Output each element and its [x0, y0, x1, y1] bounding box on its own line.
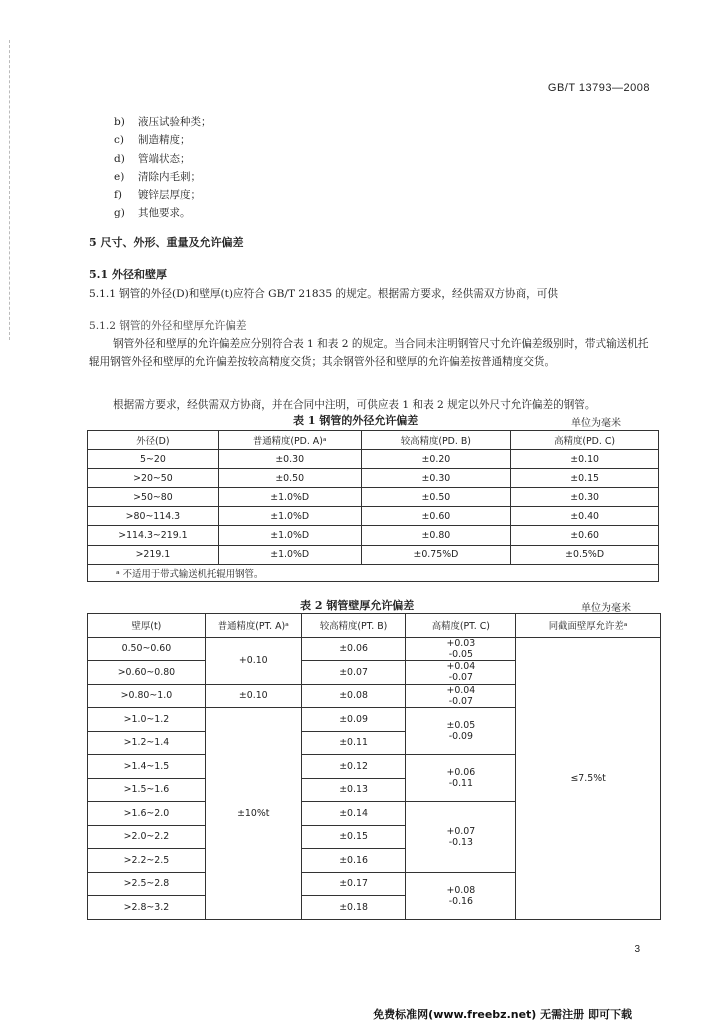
- table-cell: >20~50: [88, 469, 219, 488]
- table-header-cell: 高精度(PD. C): [511, 431, 659, 450]
- paragraph: 5.1.1 钢管的外径(D)和壁厚(t)应符合 GB/T 21835 的规定。根据需方要求，经供需双方协商，可供: [89, 288, 558, 300]
- table-cell: >1.6~2.0: [88, 802, 206, 826]
- list-item: d) 管端状态；: [114, 152, 191, 165]
- table-header-row: [88, 614, 661, 638]
- list-item: e) 清除内毛刺；: [114, 170, 201, 183]
- table-header-cell: 高精度(PT. C): [406, 614, 516, 638]
- table-row: [88, 507, 659, 526]
- table-row: [88, 450, 659, 469]
- table-cell: ±10%t: [205, 708, 301, 920]
- table-cell: ±0.05 -0.09: [406, 708, 516, 755]
- table-cell: ±0.10: [205, 684, 301, 708]
- table-cell: +0.03 -0.05: [406, 637, 516, 661]
- table-cell: 5~20: [88, 450, 219, 469]
- table-cell: >219.1: [88, 545, 219, 564]
- table-cell: ±0.12: [301, 755, 406, 779]
- table-cell: ±0.11: [301, 731, 406, 755]
- table-cell: ±0.60: [511, 526, 659, 545]
- table-cell: ±1.0%D: [218, 526, 361, 545]
- table-cell: >2.2~2.5: [88, 849, 206, 873]
- table-row: [88, 469, 659, 488]
- table-cell: ±0.16: [301, 849, 406, 873]
- table-cell: ±1.0%D: [218, 488, 361, 507]
- table-cell: 0.50~0.60: [88, 637, 206, 661]
- table-cell: ±0.17: [301, 872, 406, 896]
- cropped-line: 5.1.2 钢管的外径和壁厚允许偏差: [89, 320, 247, 332]
- table-cell: ±0.75%D: [361, 545, 511, 564]
- list-item: g) 其他要求。: [114, 207, 191, 220]
- table-header-row: [88, 431, 659, 450]
- table-cell: ≤7.5%t: [516, 637, 661, 919]
- table-cell: >2.0~2.2: [88, 825, 206, 849]
- table-cell: >1.0~1.2: [88, 708, 206, 732]
- table-cell: ±0.09: [301, 708, 406, 732]
- standard-code: GB/T 13793—2008: [547, 82, 650, 94]
- table-cell: ±0.06: [301, 637, 406, 661]
- table-header-cell: 普通精度(PT. A)ᵃ: [205, 614, 301, 638]
- table-cell: ±0.08: [301, 684, 406, 708]
- table2-caption: 表 2 钢管壁厚允许偏差: [300, 599, 415, 612]
- table-footnote: ᵃ 不适用于带式输送机托辊用钢管。: [88, 564, 659, 581]
- table-cell: ±0.40: [511, 507, 659, 526]
- outer-diameter-tolerance-table: [87, 430, 659, 582]
- table-cell: ±0.50: [218, 469, 361, 488]
- table1-unit: 单位为毫米: [571, 418, 621, 429]
- table-cell: >80~114.3: [88, 507, 219, 526]
- table-cell: ±0.13: [301, 778, 406, 802]
- table-cell: ±0.80: [361, 526, 511, 545]
- requirements-list: [114, 113, 212, 223]
- table-cell: +0.08 -0.16: [406, 872, 516, 919]
- table-cell: >0.60~0.80: [88, 661, 206, 685]
- table-cell: >2.8~3.2: [88, 896, 206, 920]
- paragraph: 钢管外径和壁厚的允许偏差应分别符合表 1 和表 2 的规定。当合同未注明钢管尺寸允许偏差级别时，带式输送机托辊用钢管外径和壁厚的允许偏差按较高精度交货；其余钢管外径和壁厚的允许偏差按普通精度交货。: [89, 338, 649, 368]
- page-number: 3: [634, 944, 640, 955]
- section-heading: 5 尺寸、外形、重量及允许偏差: [89, 236, 244, 249]
- table-cell: ±0.30: [511, 488, 659, 507]
- table-cell: >1.5~1.6: [88, 778, 206, 802]
- table-cell: >1.2~1.4: [88, 731, 206, 755]
- paragraph: 根据需方要求，经供需双方协商，并在合同中注明，可供应表 1 和表 2 规定以外尺寸允许偏差的钢管。: [113, 399, 596, 411]
- table-row: [88, 637, 661, 661]
- table-cell: ±0.30: [218, 450, 361, 469]
- subsection-heading: 5.1 外径和壁厚: [89, 268, 167, 281]
- table-cell: >50~80: [88, 488, 219, 507]
- table-cell: ±0.30: [361, 469, 511, 488]
- table-cell: ±1.0%D: [218, 545, 361, 564]
- table-cell: ±0.15: [301, 825, 406, 849]
- table-header-cell: 较高精度(PD. B): [361, 431, 511, 450]
- table-header-cell: 较高精度(PT. B): [301, 614, 406, 638]
- table-row: [88, 526, 659, 545]
- table-cell: ±0.50: [361, 488, 511, 507]
- table-cell: +0.06 -0.11: [406, 755, 516, 802]
- table-cell: >0.80~1.0: [88, 684, 206, 708]
- table-cell: +0.04 -0.07: [406, 661, 516, 685]
- table-header-cell: 普通精度(PD. A)ᵃ: [218, 431, 361, 450]
- table-header-cell: 外径(D): [88, 431, 219, 450]
- table-header-cell: 壁厚(t): [88, 614, 206, 638]
- footer-watermark: 免费标准网(www.freebz.net) 无需注册 即可下载: [373, 1008, 632, 1021]
- table-cell: ±0.5%D: [511, 545, 659, 564]
- table-header-cell: 同截面壁厚允许差ᵃ: [516, 614, 661, 638]
- list-item: b) 液压试验种类；: [114, 116, 212, 128]
- table-cell: ±0.10: [511, 450, 659, 469]
- table-cell: ±0.18: [301, 896, 406, 920]
- list-item: f) 镀锌层厚度；: [114, 189, 201, 202]
- table-cell: ±0.14: [301, 802, 406, 826]
- list-item: c) 制造精度；: [114, 134, 191, 147]
- table-cell: ±0.20: [361, 450, 511, 469]
- table-cell: +0.07 -0.13: [406, 802, 516, 873]
- table1-caption: 表 1 钢管的外径允许偏差: [293, 414, 419, 427]
- table-cell: >114.3~219.1: [88, 526, 219, 545]
- table-cell: ±0.15: [511, 469, 659, 488]
- table-row: [88, 488, 659, 507]
- table-row: [88, 545, 659, 564]
- table-cell: >2.5~2.8: [88, 872, 206, 896]
- table-cell: ±1.0%D: [218, 507, 361, 526]
- table-cell: +0.10: [205, 637, 301, 684]
- table2-unit: 单位为毫米: [581, 603, 631, 614]
- table-footnote-row: [88, 564, 659, 581]
- table-cell: >1.4~1.5: [88, 755, 206, 779]
- table-cell: +0.04 -0.07: [406, 684, 516, 708]
- table-cell: ±0.07: [301, 661, 406, 685]
- binding-margin-line: [9, 40, 10, 340]
- wall-thickness-tolerance-table: [87, 613, 661, 920]
- table-cell: ±0.60: [361, 507, 511, 526]
